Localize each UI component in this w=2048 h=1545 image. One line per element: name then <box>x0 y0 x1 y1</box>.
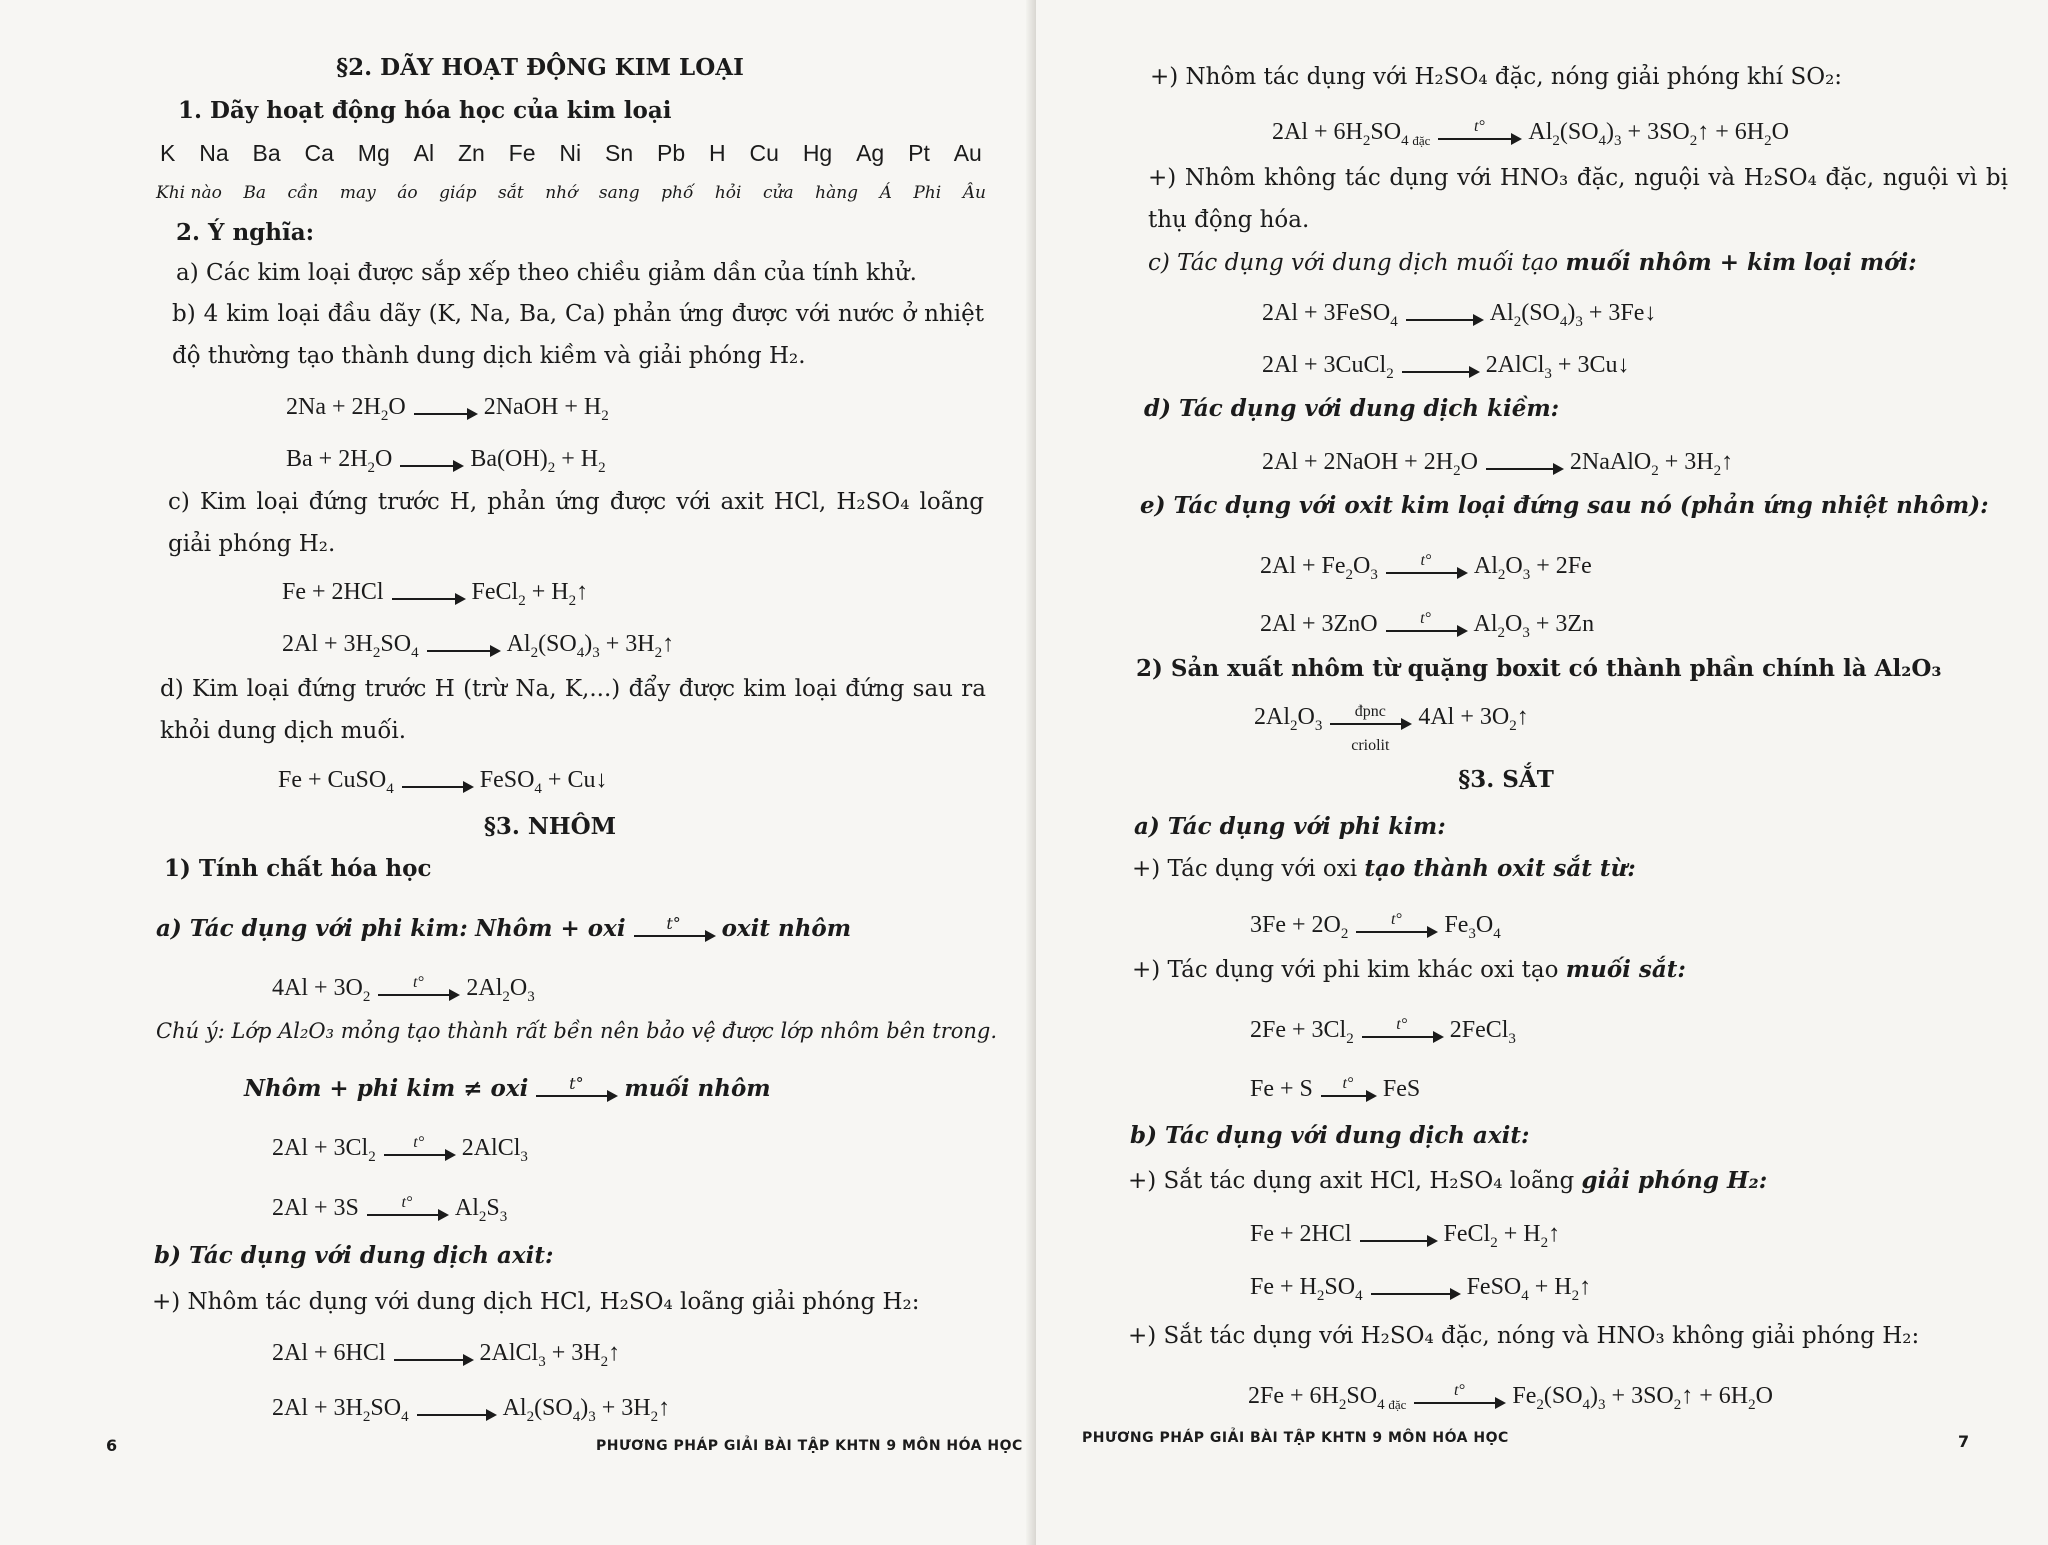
equation-fe-hcl: Fe + 2HCl FeCl$_2$ + $H_2↑$ <box>282 579 589 609</box>
right-page <box>1036 0 2048 1545</box>
mnemonic-word: sắt <box>498 183 524 203</box>
equation-fe-conc-h2so4: $2Fe + 6H_2SO_{4 đặc}$ t° $Fe_2(SO_4)_3$ + $3SO_2↑ + 6H_2O$ <box>1248 1382 1773 1413</box>
aluminium-nonmetal-label: a) Tác dụng với phi kim: <box>156 915 468 942</box>
equation-al-zno: 2Al + 3ZnO t° $Al_2O_3 + 3Zn$ <box>1260 610 1595 641</box>
footer-right: PHƯƠNG PHÁP GIẢI BÀI TẬP KHTN 9 MÔN HÓA HỌC <box>1082 1430 1509 1446</box>
equation-fe-hcl-right: Fe + 2HCl FeCl$_2$ + $H_2↑$ <box>1250 1221 1561 1251</box>
mnemonic-word: phố <box>661 183 694 203</box>
metal-item: Hg <box>802 140 833 166</box>
metal-item: H <box>709 140 726 166</box>
metal-item: Al <box>413 140 435 166</box>
meaning-b: b) 4 kim loại đầu dãy (K, Na, Ba, Ca) phản ứng được với nước ở nhiệt độ thường tạo thành dung dịch kiềm và giải phóng H₂. <box>172 301 984 369</box>
mnemonic-word: cần <box>287 183 319 203</box>
metal-item: Ba <box>252 140 281 166</box>
equation-al-h2so4: $2Al + 3H_2SO_4$ $Al_2(SO_4)_3$ + $3H_2↑$ <box>282 631 675 661</box>
equation-al-o2: $4Al + 3O_2$ t° $2Al_2O_3$ <box>272 974 535 1005</box>
mnemonic-line <box>156 178 986 208</box>
equation-al-s: 2Al + 3S t° $Al_2S_3$ <box>272 1194 508 1225</box>
mnemonic-word: Ba <box>243 183 266 203</box>
mnemonic-word: nhớ <box>545 183 578 203</box>
equation-al-naoh: 2Al + 2NaOH + $2H_2O$ 2NaAlO$_2$ + $3H_2↑$ <box>1262 449 1734 479</box>
production-label: 2) Sản xuất nhôm từ quặng boxit có thành phần chính là Al₂O₃ <box>1136 655 1942 682</box>
metal-item: Ca <box>304 140 334 166</box>
metal-item: K <box>160 140 176 166</box>
mnemonic-word: giáp <box>439 183 477 203</box>
mnemonic-word: Khi nào <box>156 183 222 203</box>
al-passivation-desc: +) Nhôm không tác dụng với HNO₃ đặc, nguội và H₂SO₄ đặc, nguội vì bị thụ động hóa. <box>1148 165 2008 233</box>
reaction-right-text: oxit nhôm <box>721 915 852 942</box>
al-conc-h2so4-desc: +) Nhôm tác dụng với H₂SO₄ đặc, nóng giải phóng khí SO₂: <box>1150 64 1843 90</box>
equation-fe-cl2: $2Fe + 3Cl_2$ t° 2FeCl$_3$ <box>1250 1016 1516 1047</box>
equation-al-hcl: 2Al + 6HCl 2AlCl$_3$ + $3H_2↑$ <box>272 1340 621 1370</box>
mnemonic-word: hỏi <box>714 183 742 203</box>
metal-item: Au <box>953 140 982 166</box>
page-number-right: 7 <box>1958 1432 1970 1451</box>
rule-right-text: muối nhôm <box>624 1075 771 1102</box>
mnemonic-word: may <box>339 183 376 203</box>
metal-item: Mg <box>357 140 390 166</box>
thermite-label: e) Tác dụng với oxit kim loại đứng sau nó (phản ứng nhiệt nhôm): <box>1140 492 1989 519</box>
section-title-aluminium: §3. NHÔM <box>483 813 617 840</box>
equation-fe-h2so4: $Fe + H_2SO_4$ FeSO$_4$ + $H_2↑$ <box>1250 1274 1592 1304</box>
metal-item: Ag <box>856 140 885 166</box>
note-oxide-layer: Chú ý: Lớp Al₂O₃ mỏng tạo thành rất bền nên bảo vệ được lớp nhôm bên trong. <box>156 1019 998 1043</box>
metal-item: Zn <box>457 140 485 166</box>
aluminium-nonmetal-rule: Nhôm + phi kim ≠ oxi t° muối nhôm <box>244 1074 771 1102</box>
metal-item: Cu <box>749 140 779 166</box>
equation-al-cl2: $2Al + 3Cl_2$ t° 2AlCl$_3$ <box>272 1134 528 1165</box>
metal-item: Ni <box>559 140 582 166</box>
mnemonic-word: áo <box>397 183 418 203</box>
iron-oxygen-line <box>1132 854 1636 884</box>
meaning-d: d) Kim loại đứng trước H (trừ Na, K,...) đẩy được kim loại đứng sau ra khỏi dung dịch muối. <box>160 676 986 744</box>
iron-oxygen-bold: tạo thành oxit sắt từ: <box>1364 855 1636 882</box>
mnemonic-word: Á <box>879 183 892 203</box>
equation-al-feso4: 2Al + 3FeSO$_4$ $Al_2(SO_4)_3$ + 3Fe↓ <box>1262 300 1657 330</box>
iron-other-nonmetal-text: +) Tác dụng với phi kim khác oxi tạo <box>1132 957 1559 983</box>
metal-series <box>160 138 982 168</box>
equation-al-h2so4-dilute: $2Al + 3H_2SO_4$ $Al_2(SO_4)_3$ + $3H_2↑$ <box>272 1395 671 1425</box>
iron-dilute-acid-line <box>1128 1166 1767 1196</box>
iron-other-nonmetal-line <box>1132 955 1686 985</box>
aluminium-acid-desc: +) Nhôm tác dụng với dung dịch HCl, H₂SO₄ loãng giải phóng H₂: <box>152 1289 920 1315</box>
mnemonic-word: Âu <box>962 183 986 203</box>
iron-oxygen-text: +) Tác dụng với oxi <box>1132 856 1358 882</box>
equation-fe-s: Fe + S t° FeS <box>1250 1075 1421 1102</box>
al-salt-line <box>1148 248 1917 278</box>
iron-dilute-acid-bold: giải phóng H₂: <box>1581 1167 1768 1194</box>
al-alkali-label: d) Tác dụng với dung dịch kiềm: <box>1144 395 1560 422</box>
aluminium-nonmetal-line: a) Tác dụng với phi kim: Nhôm + oxi t° oxit nhôm <box>156 914 852 942</box>
subheading-activity-series: 1. Dãy hoạt động hóa học của kim loại <box>178 97 672 124</box>
equation-electrolysis: $2Al_2O_3$ đpnc criolit $4Al + 3O_2↑$ <box>1254 703 1529 755</box>
footer-left: PHƯƠNG PHÁP GIẢI BÀI TẬP KHTN 9 MÔN HÓA HỌC <box>596 1438 1023 1454</box>
mnemonic-word: Phi <box>913 183 942 203</box>
subheading-chem-properties: 1) Tính chất hóa học <box>164 855 432 882</box>
mnemonic-word: sang <box>598 183 640 203</box>
metal-item: Na <box>199 140 229 166</box>
metal-item: Fe <box>508 140 536 166</box>
equation-al-cucl2: 2Al + 3CuCl$_2$ 2AlCl$_3$ + 3Cu↓ <box>1262 352 1630 382</box>
section-title-activity-series: §2. DÃY HOẠT ĐỘNG KIM LOẠI <box>336 54 744 81</box>
meaning-a: a) Các kim loại được sắp xếp theo chiều giảm dần của tính khử. <box>176 260 917 286</box>
metal-item: Pb <box>657 140 686 166</box>
al-salt-label: c) Tác dụng với dung dịch muối tạo <box>1148 250 1559 276</box>
meaning-c: c) Kim loại đứng trước H, phản ứng được với axit HCl, H₂SO₄ loãng giải phóng H₂. <box>168 489 984 557</box>
aluminium-acid-label: b) Tác dụng với dung dịch axit: <box>154 1242 554 1269</box>
section-title-iron: §3. SẮT <box>1458 766 1554 793</box>
equation-ba-water: $Ba + 2H_2O$ $Ba(OH)_2 + H_2$ <box>286 446 606 476</box>
equation-al-conc-h2so4: $2Al + 6H_2SO_{4 đặc}$ t° $Al_2(SO_4)_3$ + $3SO_2↑ + 6H_2O$ <box>1272 118 1789 149</box>
iron-acid-label: b) Tác dụng với dung dịch axit: <box>1130 1122 1530 1149</box>
page-number-left: 6 <box>106 1436 118 1455</box>
al-salt-label-bold: muối nhôm + kim loại mới: <box>1565 249 1917 276</box>
metal-item: Pt <box>908 140 930 166</box>
metal-item: Sn <box>605 140 634 166</box>
equation-al-fe2o3: $2Al + Fe_2O_3$ t° $Al_2O_3 + 2Fe$ <box>1260 552 1592 583</box>
iron-conc-acid-desc: +) Sắt tác dụng với H₂SO₄ đặc, nóng và HNO₃ không giải phóng H₂: <box>1128 1323 1920 1349</box>
subheading-meaning: 2. Ý nghĩa: <box>176 219 315 246</box>
iron-nonmetal-label: a) Tác dụng với phi kim: <box>1134 813 1446 840</box>
rule-left-text: Nhôm + phi kim ≠ oxi <box>244 1075 529 1102</box>
iron-other-nonmetal-bold: muối sắt: <box>1565 956 1686 983</box>
reaction-left-text: Nhôm + oxi <box>475 915 626 942</box>
equation-fe-cuso4: Fe + CuSO$_4$ FeSO$_4$ + Cu↓ <box>278 767 608 797</box>
mnemonic-word: cửa <box>763 183 794 203</box>
equation-fe-o2: $3Fe + 2O_2$ t° $Fe_3O_4$ <box>1250 911 1501 942</box>
equation-na-water: $2Na + 2H_2O$ 2NaOH + $H_2$ <box>286 394 609 424</box>
iron-dilute-acid-text: +) Sắt tác dụng axit HCl, H₂SO₄ loãng <box>1128 1168 1575 1194</box>
mnemonic-word: hàng <box>815 183 859 203</box>
